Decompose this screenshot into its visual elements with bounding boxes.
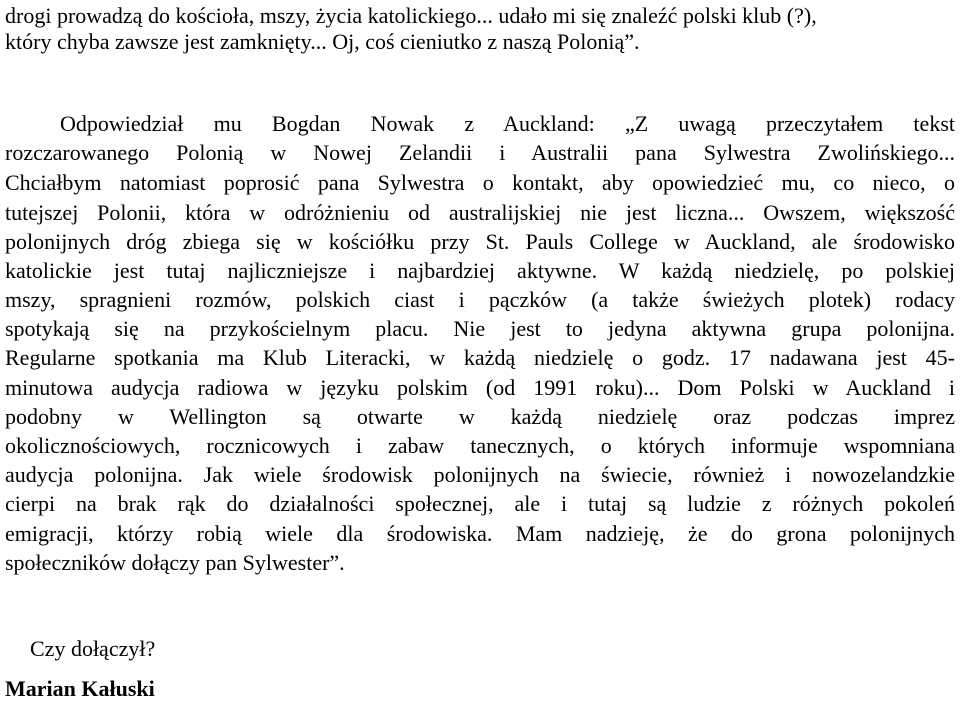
reply-line-3: Chciałbym natomiast poprosić pana Sylwestra o kontakt, aby opowiedzieć mu, co nieco, o	[5, 170, 955, 195]
author-signature: Marian Kałuski	[5, 676, 155, 701]
reply-line-12: okolicznościowych, rocznicowych i zabaw tanecznych, o których informuje wspomniana	[5, 433, 955, 458]
reply-line-9: Regularne spotkania ma Klub Literacki, w każdą niedzielę o godz. 17 nadawana jest 45-	[5, 345, 955, 370]
reply-line-7: mszy, spragnieni rozmów, polskich ciast i pączków (a także świeżych plotek) rodacy	[5, 287, 955, 312]
closing-question: Czy dołączył?	[30, 636, 156, 661]
reply-line-8: spotykają się na przykościelnym placu. Nie jest to jedyna aktywna grupa polonijna.	[5, 316, 955, 341]
reply-line-1: Odpowiedział mu Bogdan Nowak z Auckland: „Z uwagą przeczytałem tekst	[60, 111, 955, 136]
reply-line-2: rozczarowanego Polonią w Nowej Zelandii i Australii pana Sylwestra Zwolińskiego...	[5, 140, 955, 165]
reply-line-15: emigracji, którzy robią wiele dla środowiska. Mam nadzieję, że do grona polonijnych	[5, 521, 955, 546]
reply-line-10: minutowa audycja radiowa w języku polskim (od 1991 roku)... Dom Polski w Auckland i	[5, 375, 955, 400]
reply-line-4: tutejszej Polonii, która w odróżnieniu od australijskiej nie jest liczna... Owszem, większość	[5, 200, 955, 225]
reply-line-16: społeczników dołączy pan Sylwester”.	[5, 550, 345, 575]
reply-line-14: cierpi na brak rąk do działalności społecznej, ale i tutaj są ludzie z różnych pokoleń	[5, 491, 955, 516]
intro-line-2: który chyba zawsze jest zamknięty... Oj, coś cieniutko z naszą Polonią”.	[5, 29, 640, 54]
reply-line-6: katolickie jest tutaj najliczniejsze i najbardziej aktywne. W każdą niedzielę, po polskiej	[5, 258, 955, 283]
reply-line-11: podobny w Wellington są otwarte w każdą niedzielę oraz podczas imprez	[5, 404, 955, 429]
reply-line-5: polonijnych dróg zbiega się w kościółku przy St. Pauls College w Auckland, ale środowisko	[5, 229, 955, 254]
reply-line-13: audycja polonijna. Jak wiele środowisk polonijnych na świecie, również i nowozelandzkie	[5, 462, 955, 487]
intro-line-1: drogi prowadzą do kościoła, mszy, życia katolickiego... udało mi się znaleźć polski klub (?),	[5, 3, 817, 28]
